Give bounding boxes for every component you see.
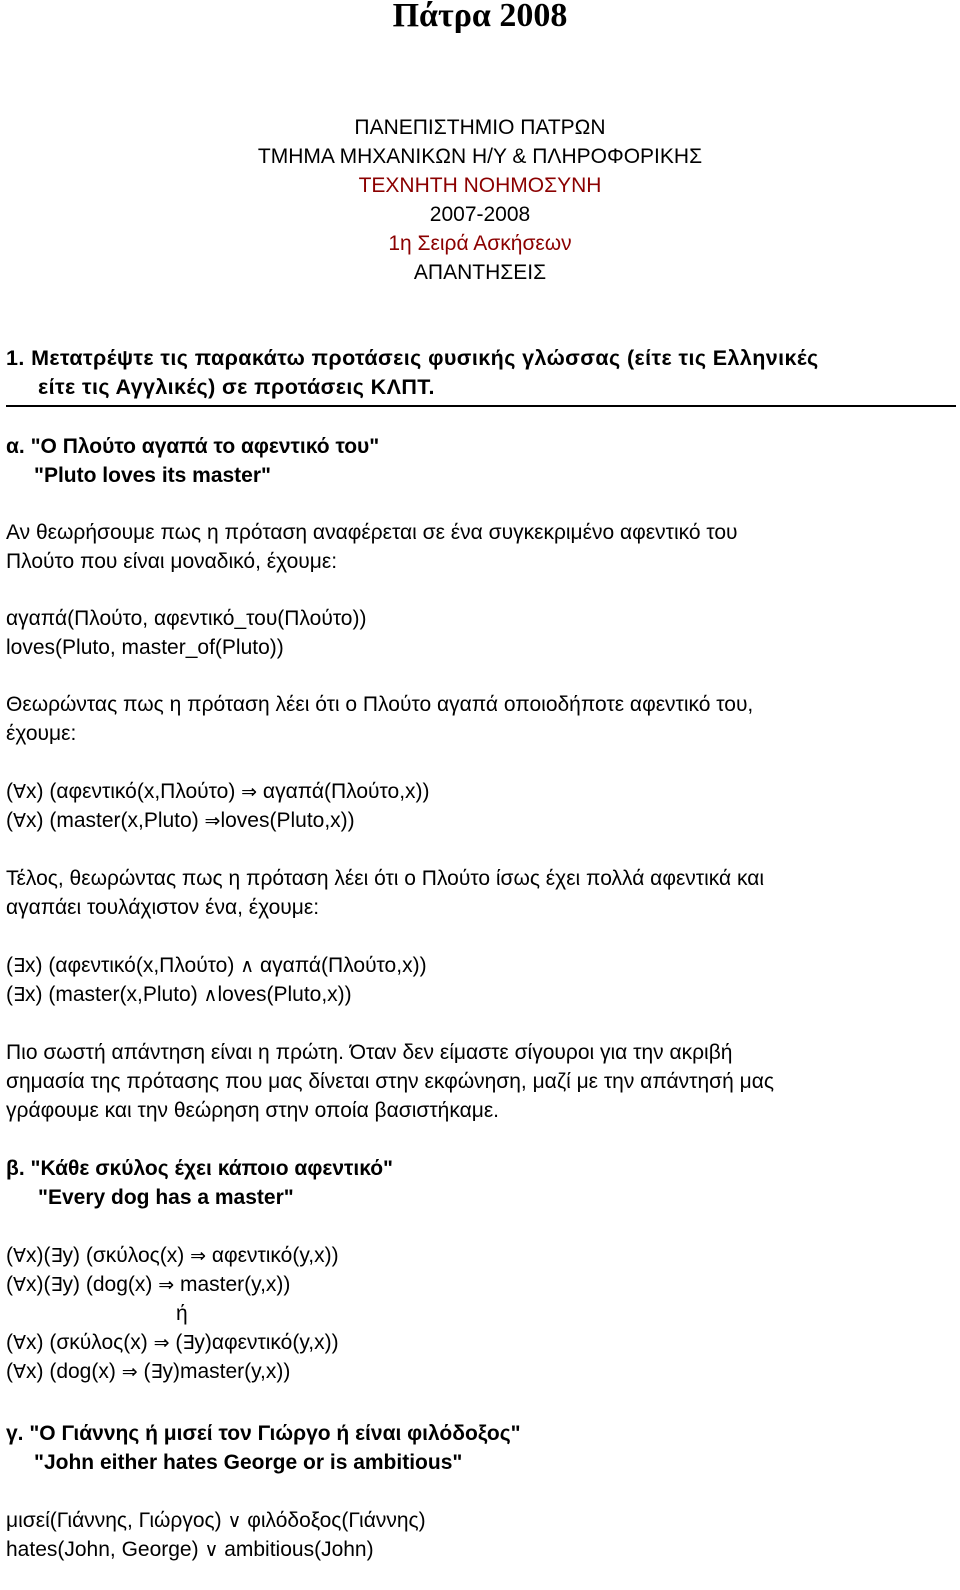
part-b-heading-english: "Every dog has a master" xyxy=(38,1186,294,1209)
implies-symbol: ⇒ xyxy=(241,781,258,803)
forall-symbol: ∀ xyxy=(13,1332,26,1354)
part-a-paragraph-2-line-1: Θεωρώντας πως η πρόταση λέει ότι ο Πλούτο αγαπά οποιοδήποτε αφεντικό του, xyxy=(6,693,754,716)
part-a-paragraph-4-line-1: Πιο σωστή απάντηση είναι η πρώτη. Όταν δεν είμαστε σίγουροι για την ακριβή xyxy=(6,1041,733,1064)
part-a-paragraph-2-line-2: έχουμε: xyxy=(6,722,77,745)
part-c-heading-greek: γ. "Ο Γιάννης ή μισεί τον Γιώργο ή είναι φιλόδοξος" xyxy=(6,1422,521,1445)
formula-dog-greek-2: (∀x) (σκύλος(x) ⇒ (∃y)αφεντικό(y,x)) xyxy=(6,1331,339,1354)
formula-unique-master-greek: αγαπά(Πλούτο, αφεντικό_του(Πλούτο)) xyxy=(6,607,367,630)
formula-forall-greek: (∀x) (αφεντικό(x,Πλούτο) ⇒ αγαπά(Πλούτο,x)) xyxy=(6,780,430,803)
or-symbol: ∨ xyxy=(227,1510,242,1532)
forall-symbol: ∀ xyxy=(13,810,26,832)
part-a-paragraph-1-line-1: Αν θεωρήσουμε πως η πρόταση αναφέρεται σε ένα συγκεκριμένο αφεντικό του xyxy=(6,521,738,544)
part-a-paragraph-4-line-2: σημασία της πρότασης που μας δίνεται στην εκφώνηση, μαζί με την απάντησή μας xyxy=(6,1070,774,1093)
answers-label: ΑΠΑΝΤΗΣΕΙΣ xyxy=(413,261,547,284)
implies-symbol: ⇒ xyxy=(190,1245,207,1267)
question-1 xyxy=(6,344,946,402)
or-symbol: ∨ xyxy=(204,1539,219,1561)
and-symbol: ∧ xyxy=(240,955,255,977)
exists-symbol: ∃ xyxy=(13,955,26,977)
part-a-paragraph-4-line-3: γράφουμε και την θεώρηση στην οποία βασιστήκαμε. xyxy=(6,1099,500,1122)
exercise-series: 1η Σειρά Ασκήσεων xyxy=(388,232,572,255)
formula-dog-greek-1: (∀x)(∃y) (σκύλος(x) ⇒ αφεντικό(y,x)) xyxy=(6,1244,339,1267)
divider-rule xyxy=(6,405,956,407)
forall-symbol: ∀ xyxy=(13,1361,26,1383)
part-a-paragraph-1-line-2: Πλούτο που είναι μοναδικό, έχουμε: xyxy=(6,550,338,573)
part-a-paragraph-3-line-2: αγαπάει τουλάχιστον ένα, έχουμε: xyxy=(6,896,320,919)
or-separator: ή xyxy=(176,1302,188,1325)
implies-symbol: ⇒ xyxy=(158,1274,175,1296)
formula-dog-english-1: (∀x)(∃y) (dog(x) ⇒ master(y,x)) xyxy=(6,1273,291,1296)
question-1-line-2: είτε τις Αγγλικές) σε προτάσεις ΚΛΠΤ. xyxy=(38,375,435,399)
formula-forall-english: (∀x) (master(x,Pluto) ⇒loves(Pluto,x)) xyxy=(6,809,355,832)
formula-exists-greek: (∃x) (αφεντικό(x,Πλούτο) ∧ αγαπά(Πλούτο,x)) xyxy=(6,954,427,977)
part-a-heading-greek: α. "Ο Πλούτο αγαπά το αφεντικό του" xyxy=(6,435,380,458)
formula-john-english: hates(John, George) ∨ ambitious(John) xyxy=(6,1538,374,1561)
forall-symbol: ∀ xyxy=(13,1245,26,1267)
exists-symbol: ∃ xyxy=(150,1361,163,1383)
implies-symbol: ⇒ xyxy=(204,810,221,832)
question-1-line-1: 1. Μετατρέψτε τις παρακάτω προτάσεις φυσικής γλώσσας (είτε τις Ελληνικές xyxy=(6,346,819,370)
part-c-heading-english: "John either hates George or is ambitious" xyxy=(34,1451,463,1474)
page-title: Πάτρα 2008 xyxy=(392,0,568,34)
forall-symbol: ∀ xyxy=(13,1274,26,1296)
exists-symbol: ∃ xyxy=(13,984,26,1006)
part-b-heading-greek: β. "Κάθε σκύλος έχει κάποιο αφεντικό" xyxy=(6,1157,394,1180)
part-a-paragraph-3-line-1: Τέλος, θεωρώντας πως η πρόταση λέει ότι ο Πλούτο ίσως έχει πολλά αφεντικά και xyxy=(6,867,765,890)
part-a-heading-english: "Pluto loves its master" xyxy=(34,464,271,487)
and-symbol: ∧ xyxy=(203,984,218,1006)
exists-symbol: ∃ xyxy=(50,1245,63,1267)
forall-symbol: ∀ xyxy=(13,781,26,803)
university-name: ΠΑΝΕΠΙΣΤΗΜΙΟ ΠΑΤΡΩΝ xyxy=(354,116,606,139)
exists-symbol: ∃ xyxy=(50,1274,63,1296)
implies-symbol: ⇒ xyxy=(153,1332,170,1354)
formula-john-greek: μισεί(Γιάννης, Γιώργος) ∨ φιλόδοξος(Γιάννης) xyxy=(6,1509,426,1532)
formula-dog-english-2: (∀x) (dog(x) ⇒ (∃y)master(y,x)) xyxy=(6,1360,291,1383)
exists-symbol: ∃ xyxy=(182,1332,195,1354)
department-name: ΤΜΗΜΑ ΜΗΧΑΝΙΚΩΝ Η/Υ & ΠΛΗΡΟΦΟΡΙΚΗΣ xyxy=(257,145,703,168)
formula-unique-master-english: loves(Pluto, master_of(Pluto)) xyxy=(6,636,284,659)
implies-symbol: ⇒ xyxy=(121,1361,138,1383)
academic-year: 2007-2008 xyxy=(429,203,531,226)
formula-exists-english: (∃x) (master(x,Pluto) ∧loves(Pluto,x)) xyxy=(6,983,352,1006)
course-name: ΤΕΧΝΗΤΗ ΝΟΗΜΟΣΥΝΗ xyxy=(358,174,602,197)
